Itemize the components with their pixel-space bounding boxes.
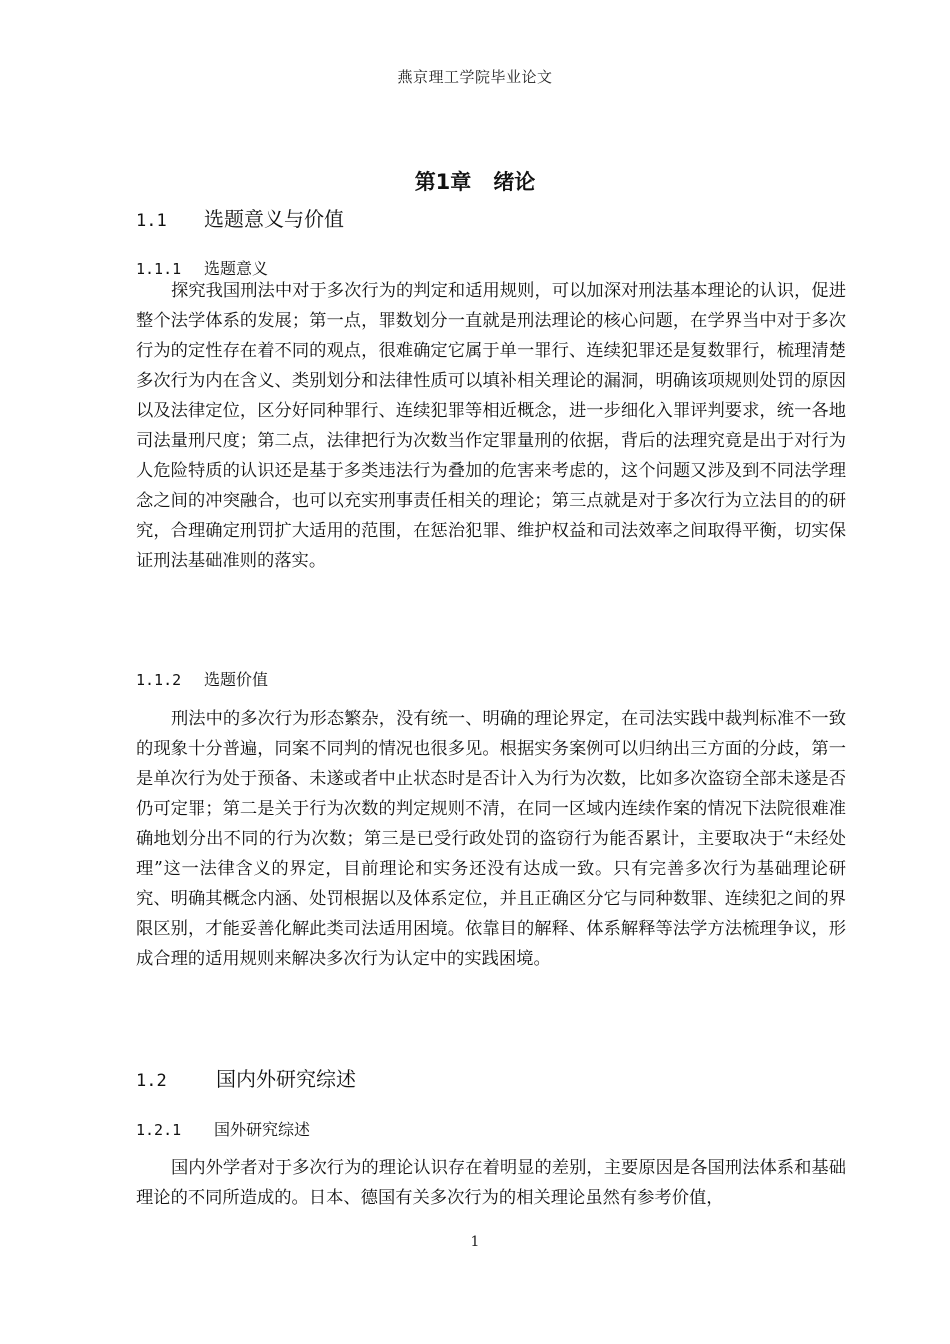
chapter-number: 第1章 (414, 170, 472, 194)
section-heading-1-1 (136, 203, 344, 232)
section-title: 选题意义与价值 (204, 207, 344, 231)
paragraph-selection-value: 刑法中的多次行为形态繁杂，没有统一、明确的理论界定，在司法实践中裁判标准不一致的现象十分普遍，同案不同判的情况也很多见。根据实务案例可以归纳出三方面的分歧，第一是单次行为处于预备、未遂或者中止状态时是否计入为行为次数，比如多次盗窃全部未遂是否仍可定罪；第二是关于行为次数的判定规则不清，在同一区域内连续作案的情况下法院很难准确地划分出不同的行为次数；第三是已受行政处罚的盗窃行为能否累计，主要取决于“未经处理”这一法律含义的界定，目前理论和实务还没有达成一致。只有完善多次行为基础理论研究、明确其概念内涵、处罚根据以及体系定位，并且正确区分它与同种数罪、连续犯之间的界限区别，才能妥善化解此类司法适用困境。依靠目的解释、体系解释等法学方法梳理争议，形成合理的适用规则来解决多次行为认定中的实践困境。 (136, 709, 846, 969)
subsection-number: 1.1.2 (136, 671, 182, 689)
section-heading-1-2 (136, 1063, 356, 1092)
paragraph-selection-significance: 探究我国刑法中对于多次行为的判定和适用规则，可以加深对刑法基本理论的认识，促进整个法学体系的发展；第一点，罪数划分一直就是刑法理论的核心问题，在学界当中对于多次行为的定性存在着不同的观点，很难确定它属于单一罪行、连续犯罪还是复数罪行，梳理清楚多次行为内在含义、类别划分和法律性质可以填补相关理论的漏洞，明确该项规则处罚的原因以及法律定位，区分好同种罪行、连续犯罪等相近概念，进一步细化入罪评判要求，统一各地司法量刑尺度；第二点，法律把行为次数当作定罪量刑的依据，背后的法理究竟是出于对行为人危险特质的认识还是基于多类违法行为叠加的危害来考虑的，这个问题又涉及到不同法学理念之间的冲突融合，也可以充实刑事责任相关的理论；第三点就是对于多次行为立法目的的研究，合理确定刑罚扩大适用的范围，在惩治犯罪、维护权益和司法效率之间取得平衡，切实保证刑法基础准则的落实。 (136, 281, 846, 571)
paragraph-foreign-research: 国内外学者对于多次行为的理论认识存在着明显的差别，主要原因是各国刑法体系和基础理论的不同所造成的。日本、德国有关多次行为的相关理论虽然有参考价值， (136, 1158, 846, 1208)
section-number: 1.1 (136, 211, 167, 231)
subsection-title: 国外研究综述 (214, 1120, 311, 1139)
section-number: 1.2 (136, 1071, 167, 1091)
subsection-title: 选题价值 (204, 670, 269, 689)
chapter-name: 绪论 (493, 170, 536, 194)
subsection-number: 1.2.1 (136, 1121, 182, 1139)
subsection-heading-1-1-2 (136, 667, 268, 690)
subsection-number: 1.1.1 (136, 260, 182, 278)
section-title: 国内外研究综述 (216, 1067, 356, 1091)
running-header: 燕京理工学院毕业论文 (397, 68, 553, 86)
subsection-heading-1-2-1 (136, 1117, 310, 1140)
chapter-title (0, 166, 950, 196)
subsection-title: 选题意义 (204, 259, 269, 278)
page-number: 1 (470, 1234, 480, 1250)
